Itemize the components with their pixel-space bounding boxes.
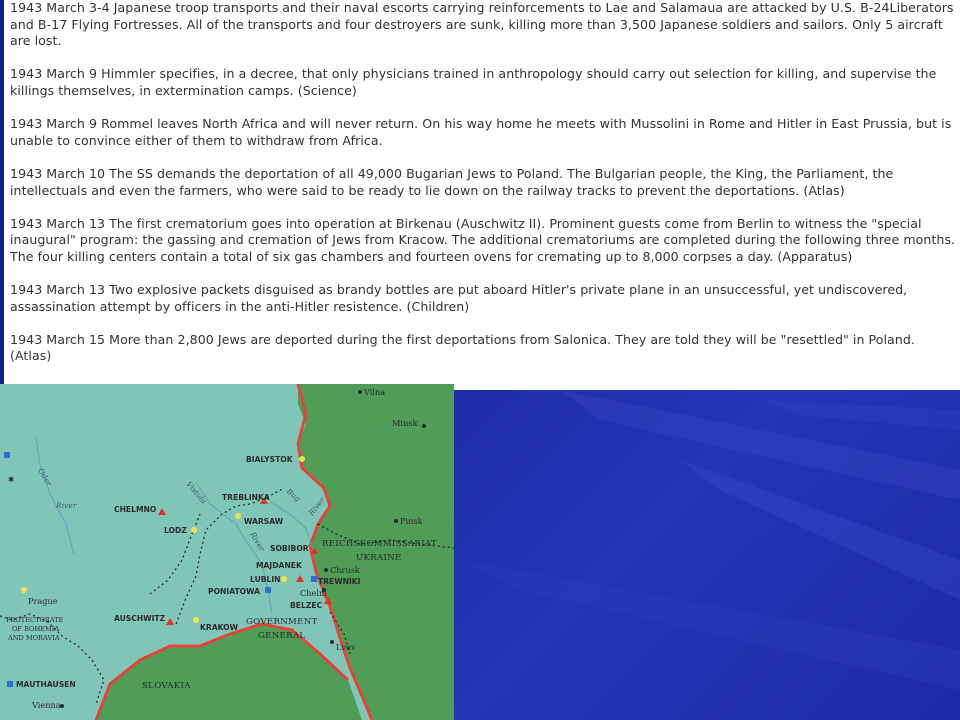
marker-trewniki (311, 576, 317, 582)
marker-mauthausen (7, 681, 13, 687)
label-bialystok: BIALYSTOK (246, 455, 293, 464)
label-mauthausen: MAUTHAUSEN (16, 680, 76, 689)
camps-map-graphic (0, 384, 454, 720)
river-oder-label-2: River (56, 501, 77, 510)
label-pinsk: Pinsk (400, 516, 423, 526)
marker-warsaw (235, 513, 241, 519)
map-southern-land (96, 624, 362, 720)
label-prague: Prague (28, 596, 58, 606)
map-river-oder (36, 438, 74, 554)
label-lodz: LODZ (164, 526, 187, 535)
river-oder-label: Oder (36, 466, 54, 488)
label-vienna: Vienna (32, 700, 61, 710)
label-minsk: Minsk (392, 418, 418, 428)
entry-march-9-himmler: 1943 March 9 Himmler specifies, in a decree, that only physicians trained in anthropology should carry out selection for killing, and supervise the killings themselves, in extermination camps. (Science) (10, 66, 937, 98)
region-slovakia: SLOVAKIA (142, 681, 191, 691)
marker-krakow (193, 617, 199, 623)
marker-auschwitz (166, 618, 174, 625)
marker-majdanek (296, 575, 304, 582)
marker-chelmno (158, 508, 166, 515)
region-government: GOVERNMENT (246, 617, 318, 627)
marker-prague (21, 587, 27, 593)
marker-bialystok (299, 456, 305, 462)
region-general: GENERAL (258, 631, 306, 641)
camps-map (0, 384, 454, 720)
compass-star-icon: ✱ (8, 475, 15, 484)
marker-minsk (422, 424, 426, 428)
marker-vilna (358, 390, 362, 394)
marker-poniatowa (265, 587, 271, 593)
entry-march-9-rommel: 1943 March 9 Rommel leaves North Africa and will never return. On his way home he meets with Mussolini in Rome and Hitler in East Prussia, but is unable to convince either of them to withdraw from Africa. (10, 116, 952, 148)
entry-march-13-crematorium: 1943 March 13 The first crematorium goes into operation at Birkenau (Auschwitz II). Prominent guests come from Berlin to witness the "special inaugural" program: the gassing and cremation of Jews from Kracow. The additional crematoriums are completed during the following three months. The four killing centers contain a total of six gas chambers and fourteen ovens for cremating up to 8,000 corpses a day. (Apparatus) (10, 215, 956, 264)
marker-lvov (330, 640, 334, 644)
marker-lublin (281, 576, 287, 582)
entry-march-10: 1943 March 10 The SS demands the deportation of all 49,000 Bugarian Jews to Poland. The Bulgarian people, the King, the Parliament, the intellectuals and even the farmers, who were said to be ready to lie down on the railway tracks to prevent the deportations. (Atlas) (10, 165, 894, 198)
river-vistula-label-2: River (248, 530, 267, 553)
label-warsaw: WARSAW (244, 517, 284, 526)
river-bug-label-2: River (306, 495, 327, 518)
text-panel (4, 0, 960, 390)
label-lublin: LUBLIN (250, 575, 281, 584)
entry-march-13-hitler-plane: 1943 March 13 Two explosive packets disguised as brandy bottles are put aboard Hitler's private plane in an unsuccessful, yet undiscovered, assassination attempt by officers in the anti-Hitler resistence. (Children) (10, 282, 908, 314)
region-protectorate-line1: PROTECTORATE (6, 616, 64, 624)
region-protectorate-line2: OF BOHEMIA (12, 625, 60, 633)
label-sobibor: SOBIBOR (270, 544, 309, 553)
label-poniatowa: PONIATOWA (208, 587, 261, 596)
label-trewniki: TREWNIKI (318, 577, 361, 586)
region-protectorate-line3: AND MORAVIA (8, 634, 60, 642)
river-vistula-label: Vistula (184, 479, 209, 506)
label-belzec: BELZEC (290, 601, 323, 610)
marker-west-camp (4, 452, 10, 458)
marker-chrusk (324, 568, 328, 572)
label-chrusk: Chrusk (330, 565, 360, 575)
map-dotted-border-central (176, 488, 284, 624)
river-bug-label: Bug (284, 486, 303, 504)
entry-march-15: 1943 March 15 More than 2,800 Jews are deported during the first deportations from Salonica. They are told they will be "resettled" in Poland. (Atlas) (10, 331, 915, 364)
label-auschwitz: AUSCHWITZ (114, 614, 166, 623)
label-vilna: Vilna (364, 387, 386, 397)
label-majdanek: MAJDANEK (256, 561, 302, 570)
label-krakow: KRAKOW (200, 623, 238, 632)
region-ukraine: UKRAINE (356, 553, 402, 563)
marker-lodz (191, 527, 197, 533)
label-treblinka: TREBLINKA (222, 493, 270, 502)
label-lvov: Lvov (336, 642, 356, 652)
region-reichskommissariat: REICHSKOMMISSARIAT (322, 539, 437, 549)
entry-march-3-4: 1943 March 3-4 Japanese troop transports and their naval escorts carrying reinforcements to Lae and Salamaua are attacked by U.S. B-24Liberators and B-17 Flying Fortresses. All of the transports and four destroyers are sunk, killing more than 3,500 Japanese soldiers and sailors. Only 5 aircraft are lost. (10, 0, 954, 49)
label-chelm: Chelm (300, 588, 327, 598)
marker-pinsk (394, 519, 398, 523)
label-chelmno: CHELMNO (114, 505, 157, 514)
